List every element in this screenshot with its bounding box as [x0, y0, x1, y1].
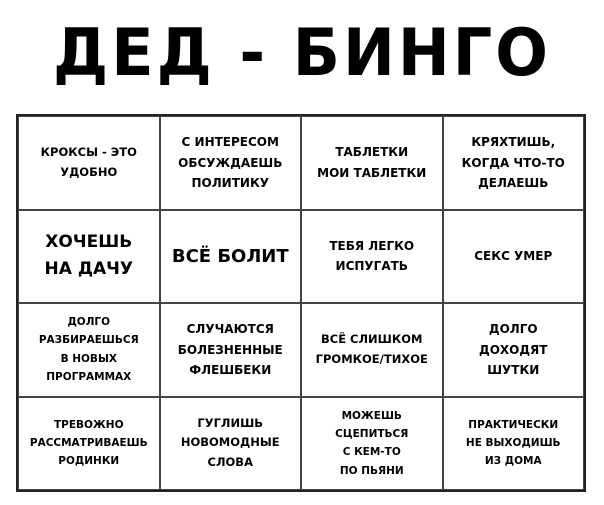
bingo-cell: ВСЁ БОЛИТ [160, 210, 302, 304]
bingo-cell: МОЖЕШЬ СЦЕПИТЬСЯ С КЕМ-ТО ПО ПЬЯНИ [301, 397, 443, 491]
bingo-cell: ВСЁ СЛИШКОМ ГРОМКОЕ/ТИХОЕ [301, 303, 443, 397]
bingo-cell: СЛУЧАЮТСЯ БОЛЕЗНЕННЫЕ ФЛЕШБЕКИ [160, 303, 302, 397]
bingo-cell: С ИНТЕРЕСОМ ОБСУЖДАЕШЬ ПОЛИТИКУ [160, 116, 302, 210]
bingo-cell: ХОЧЕШЬ НА ДАЧУ [18, 210, 160, 304]
bingo-cell: КРОКСЫ - ЭТО УДОБНО [18, 116, 160, 210]
bingo-cell: ТЕБЯ ЛЕГКО ИСПУГАТЬ [301, 210, 443, 304]
bingo-grid [16, 114, 586, 492]
bingo-cell: ПРАКТИЧЕСКИ НЕ ВЫХОДИШЬ ИЗ ДОМА [443, 397, 585, 491]
bingo-cell: ДОЛГО РАЗБИРАЕШЬСЯ В НОВЫХ ПРОГРАММАХ [18, 303, 160, 397]
bingo-cell: ТАБЛЕТКИ МОИ ТАБЛЕТКИ [301, 116, 443, 210]
bingo-cell: ГУГЛИШЬ НОВОМОДНЫЕ СЛОВА [160, 397, 302, 491]
page-title: ДЕД - БИНГО [53, 14, 551, 91]
bingo-cell: СЕКС УМЕР [443, 210, 585, 304]
bingo-cell: КРЯХТИШЬ, КОГДА ЧТО-ТО ДЕЛАЕШЬ [443, 116, 585, 210]
bingo-cell: ТРЕВОЖНО РАССМАТРИВАЕШЬ РОДИНКИ [18, 397, 160, 491]
bingo-cell: ДОЛГО ДОХОДЯТ ШУТКИ [443, 303, 585, 397]
